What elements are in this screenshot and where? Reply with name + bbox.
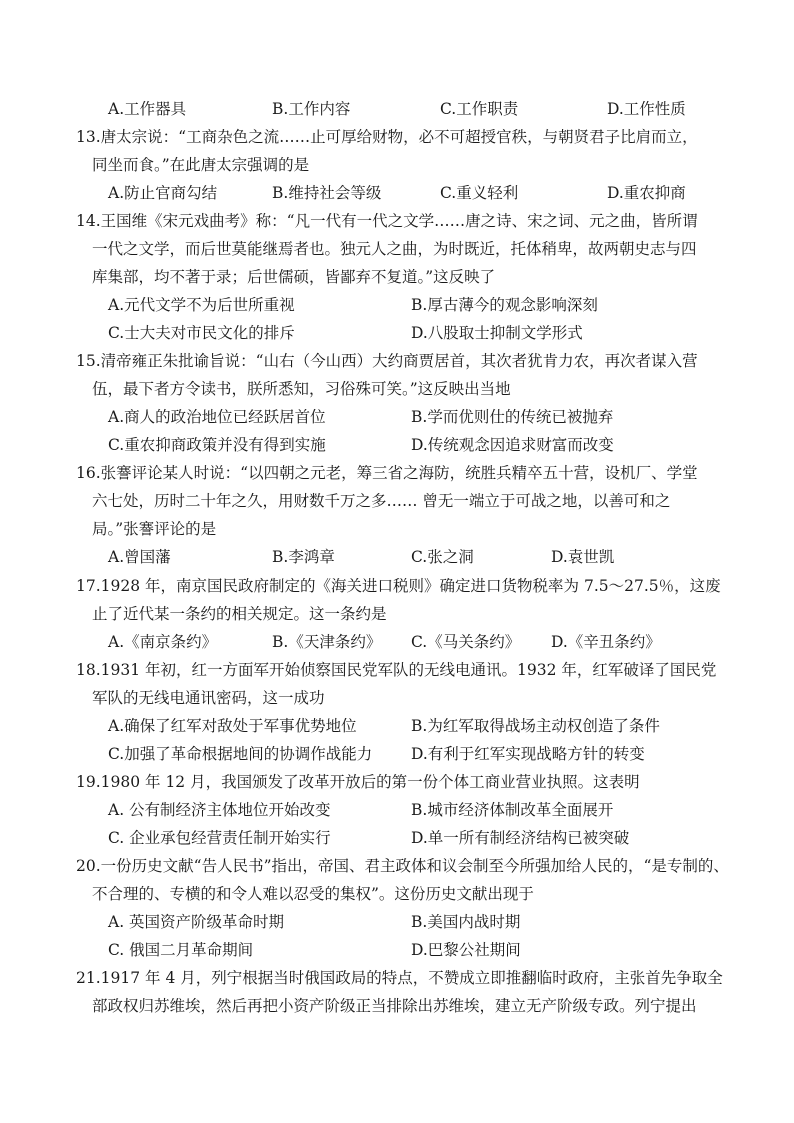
q13-option-a: A.防止官商勾结	[108, 184, 218, 202]
q16-stem-line-1: 16.张謇评论某人时说：“以四朝之元老，筹三省之海防，统胜兵精卒五十营，设机厂、学堂	[76, 464, 698, 482]
q18-option-d: D.有利于红军实现战略方针的转变	[411, 745, 645, 763]
q16-option-a: A.曾国藩	[108, 548, 171, 566]
q21-stem-line-1: 21.1917 年 4 月，列宁根据当时俄国政局的特点，不赞成立即推翻临时政府，主张首先争取全	[76, 969, 723, 987]
q12-option-a: A.工作器具	[108, 100, 187, 118]
q14-option-a: A.元代文学不为后世所重视	[108, 296, 295, 314]
q17-option-c: C.《马关条约》	[411, 633, 521, 651]
q18-stem-line-1: 18.1931 年初，红一方面军开始侦察国民党军队的无线电通讯。1932 年，红军破译了国民党	[76, 661, 717, 679]
q14-stem-line-1: 14.王国维《宋元戏曲考》称：“凡一代有一代之文学……唐之诗、宋之词、元之曲，皆所谓	[76, 212, 698, 230]
q19-stem-line-1: 19.1980 年 12 月，我国颁发了改革开放后的第一份个体工商业营业执照。这表明	[76, 773, 640, 791]
q20-option-b: B.美国内战时期	[411, 913, 521, 931]
q19-option-c: C. 企业承包经营责任制开始实行	[108, 829, 331, 847]
q12-option-b: B.工作内容	[272, 100, 351, 118]
q19-option-d: D.单一所有制经济结构已被突破	[411, 829, 630, 847]
q15-option-d: D.传统观念因追求财富而改变	[411, 436, 614, 454]
q18-option-a: A.确保了红军对敌处于军事优势地位	[108, 717, 357, 735]
q21-stem-line-2: 部政权归苏维埃，然后再把小资产阶级正当排除出苏维埃，建立无产阶级专政。列宁提出	[92, 997, 697, 1015]
q15-option-b: B.学而优则仕的传统已被抛弃	[411, 408, 614, 426]
q18-option-b: B.为红军取得战场主动权创造了条件	[411, 717, 660, 735]
q13-option-d: D.重农抑商	[607, 184, 686, 202]
q16-stem-line-2: 六七处，历时二十年之久，用财数千万之多…… 曾无一端立于可战之地，以善可和之	[92, 492, 671, 510]
q20-option-c: C. 俄国二月革命期间	[108, 941, 254, 959]
q14-stem-line-3: 库集部，均不著于录；后世儒硕，皆鄙弃不复道。”这反映了	[92, 268, 496, 286]
q17-option-a: A.《南京条约》	[108, 633, 218, 651]
q15-option-a: A.商人的政治地位已经跃居首位	[108, 408, 326, 426]
q16-stem-line-3: 局。”张謇评论的是	[92, 520, 217, 538]
q17-stem-line-1: 17.1928 年，南京国民政府制定的《海关进口税则》确定进口货物税率为 7.5～27.5％，这废	[76, 577, 721, 595]
q12-option-d: D.工作性质	[607, 100, 686, 118]
q20-option-d: D.巴黎公社期间	[411, 941, 521, 959]
q16-option-b: B.李鸿章	[272, 548, 335, 566]
q20-option-a: A. 英国资产阶级革命时期	[108, 913, 285, 931]
q17-option-b: B.《天津条约》	[272, 633, 382, 651]
q14-option-c: C.士大夫对市民文化的排斥	[108, 324, 295, 342]
q14-option-b: B.厚古薄今的观念影响深刻	[411, 296, 598, 314]
q15-stem-line-2: 伍，最下者方令读书，朕所悉知，习俗殊可笑。”这反映出当地	[92, 380, 511, 398]
q13-option-c: C.重义轻利	[440, 184, 519, 202]
q19-option-a: A. 公有制经济主体地位开始改变	[108, 801, 331, 819]
q15-stem-line-1: 15.清帝雍正朱批谕旨说：“山右（今山西）大约商贾居首，其次者犹肯力农，再次者谋入营	[76, 352, 698, 370]
q17-stem-line-2: 止了近代某一条约的相关规定。这一条约是	[92, 605, 387, 623]
q13-stem-line-1: 13.唐太宗说：“工商杂色之流……止可厚给财物，必不可超授官秩，与朝贤君子比肩而立，	[76, 128, 698, 146]
q14-stem-line-2: 一代之文学，而后世莫能继焉者也。独元人之曲，为时既近，托体稍卑，故两朝史志与四	[92, 240, 697, 258]
q16-option-c: C.张之洞	[411, 548, 474, 566]
q13-option-b: B.维持社会等级	[272, 184, 382, 202]
q12-option-c: C.工作职责	[440, 100, 519, 118]
q13-stem-line-2: 同坐而食。”在此唐太宗强调的是	[92, 156, 310, 174]
q18-stem-line-2: 军队的无线电通讯密码，这一成功	[92, 689, 325, 707]
q17-option-d: D.《辛丑条约》	[551, 633, 661, 651]
q18-option-c: C.加强了革命根据地间的协调作战能力	[108, 745, 373, 763]
q16-option-d: D.袁世凯	[551, 548, 615, 566]
q20-stem-line-2: 不合理的、专横的和令人难以忍受的集权”。这份历史文献出现于	[92, 885, 534, 903]
q19-option-b: B.城市经济体制改革全面展开	[411, 801, 614, 819]
q14-option-d: D.八股取士抑制文学形式	[411, 324, 583, 342]
q15-option-c: C.重农抑商政策并没有得到实施	[108, 436, 326, 454]
q20-stem-line-1: 20.一份历史文献“告人民书”指出，帝国、君主政体和议会制至今所强加给人民的，“是专制的、	[76, 857, 729, 875]
